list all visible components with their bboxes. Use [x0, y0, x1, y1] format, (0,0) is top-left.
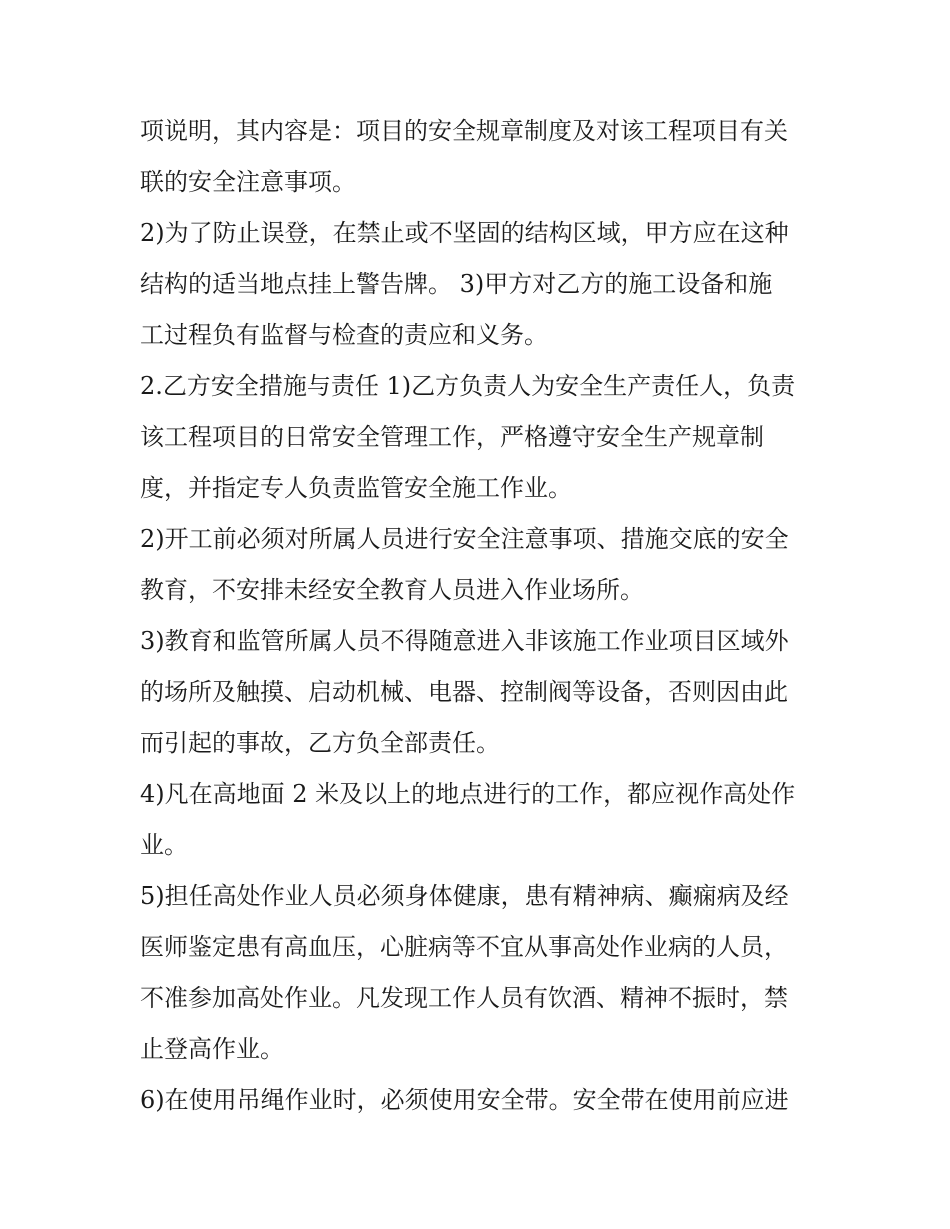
text-line: 结构的适当地点挂上警告牌。 3)甲方对乙方的施工设备和施: [140, 270, 773, 298]
text-line: 联的安全注意事项。: [140, 168, 356, 196]
text-line: 度，并指定专人负责监管安全施工作业。: [140, 474, 572, 502]
text-line: 5)担任高处作业人员必须身体健康，患有精神病、癫痫病及经: [140, 882, 789, 910]
text-line: 而引起的事故，乙方负全部责任。: [140, 729, 500, 757]
text-line: 医师鉴定患有高血压，心脏病等不宜从事高处作业病的人员，: [140, 933, 788, 961]
text-line: 3)教育和监管所属人员不得随意进入非该施工作业项目区域外: [140, 627, 789, 655]
text-line: 止登高作业。: [140, 1035, 284, 1063]
text-line: 2)开工前必须对所属人员进行安全注意事项、措施交底的安全: [140, 525, 789, 553]
text-line: 2)为了防止误登，在禁止或不坚固的结构区域，甲方应在这种: [140, 219, 789, 247]
text-line: 该工程项目的日常安全管理工作，严格遵守安全生产规章制: [140, 423, 764, 451]
text-line: 业。: [140, 831, 188, 859]
text-line: 不准参加高处作业。凡发现工作人员有饮酒、精神不振时，禁: [140, 984, 788, 1012]
text-line: 4)凡在高地面 2 米及以上的地点进行的工作，都应视作高处作: [140, 780, 796, 808]
text-line: 的场所及触摸、启动机械、电器、控制阀等设备，否则因由此: [140, 678, 788, 706]
text-line: 6)在使用吊绳作业时，必须使用安全带。安全带在使用前应进: [140, 1086, 789, 1114]
body-text: [140, 106, 820, 1126]
text-line: 项说明，其内容是：项目的安全规章制度及对该工程项目有关: [140, 117, 788, 145]
text-line: 2.乙方安全措施与责任 1)乙方负责人为安全生产责任人，负责: [140, 372, 796, 400]
text-line: 教育，不安排未经安全教育人员进入作业场所。: [140, 576, 644, 604]
text-line: 工过程负有监督与检查的责应和义务。: [140, 321, 548, 349]
